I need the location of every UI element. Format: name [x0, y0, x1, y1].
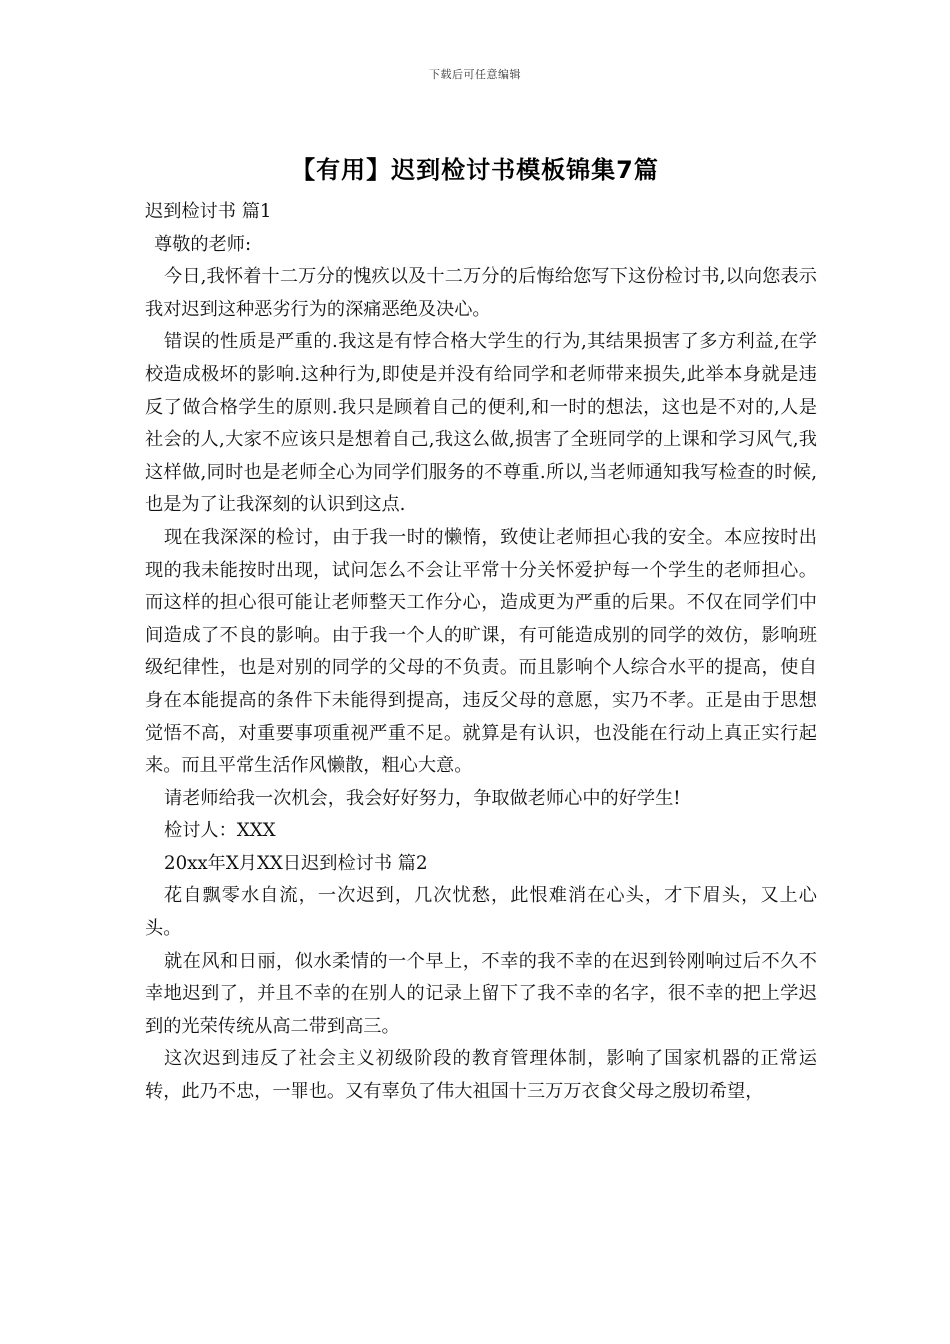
paragraph: 花自飘零水自流，一次迟到，几次忧愁，此恨难消在心头，才下眉头，又上心头。	[145, 885, 817, 940]
document-body	[145, 196, 817, 1109]
paragraph: 今日,我怀着十二万分的愧疚以及十二万分的后悔给您写下这份检讨书,以向您表示我对迟到这种恶劣行为的深痛恶绝及决心。	[145, 266, 817, 320]
paragraph: 请老师给我一次机会，我会好好努力，争取做老师心中的好学生!	[164, 787, 681, 809]
paragraph: 现在我深深的检讨，由于我一时的懒惰，致使让老师担心我的安全。本应按时出现的我未能按时出现，试问怎么不会让平常十分关怀爱护每一个学生的老师担心。而这样的担心很可能让老师整天工作分心，造成更为严重的后果。不仅在同学们中间造成了不良的影响。由于我一个人的旷课，有可能造成别的同学的效仿，影响班级纪律性，也是对别的同学的父母的不负责。而且影响个人综合水平的提高，使自身在本能提高的条件下未能得到提高，违反父母的意愿，实乃不孝。正是由于思想觉悟不高，对重要事项重视严重不足。就算是有认识，也没能在行动上真正实行起来。而且平常生活作风懒散，粗心大意。	[145, 526, 817, 777]
paragraph: 就在风和日丽，似水柔情的一个早上，不幸的我不幸的在迟到铃刚响过后不久不幸地迟到了，并且不幸的在别人的记录上留下了我不幸的名字，很不幸的把上学迟到的光荣传统从高二带到高三。	[145, 950, 817, 1037]
paragraph: 错误的性质是严重的.我这是有悖合格大学生的行为,其结果损害了多方利益,在学校造成极坏的影响.这种行为,即使是并没有给同学和老师带来损失,此举本身就是违反了做合格学生的原则.我只是顾着自己的便利,和一时的想法，这也是不对的,人是社会的人,大家不应该只是想着自己,我这么做,损害了全班同学的上课和学习风气,我这样做,同时也是老师全心为同学们服务的不尊重.所以,当老师通知我写检查的时候,也是为了让我深刻的认识到这点.	[145, 331, 817, 516]
salutation: 尊敬的老师:	[154, 233, 252, 255]
header-note: 下载后可任意编辑	[429, 68, 521, 81]
paragraph: 这次迟到违反了社会主义初级阶段的教育管理体制，影响了国家机器的正常运转，此乃不忠，一罪也。又有辜负了伟大祖国十三万万衣食父母之殷切希望，	[145, 1048, 817, 1103]
date-and-section-heading: 20xx年X月XX日迟到检讨书 篇2	[164, 852, 428, 874]
section-heading: 迟到检讨书 篇1	[145, 201, 272, 222]
signature-line: 检讨人：XXX	[164, 820, 276, 842]
document-title: 【有用】迟到检讨书模板锦集7篇	[291, 156, 659, 184]
